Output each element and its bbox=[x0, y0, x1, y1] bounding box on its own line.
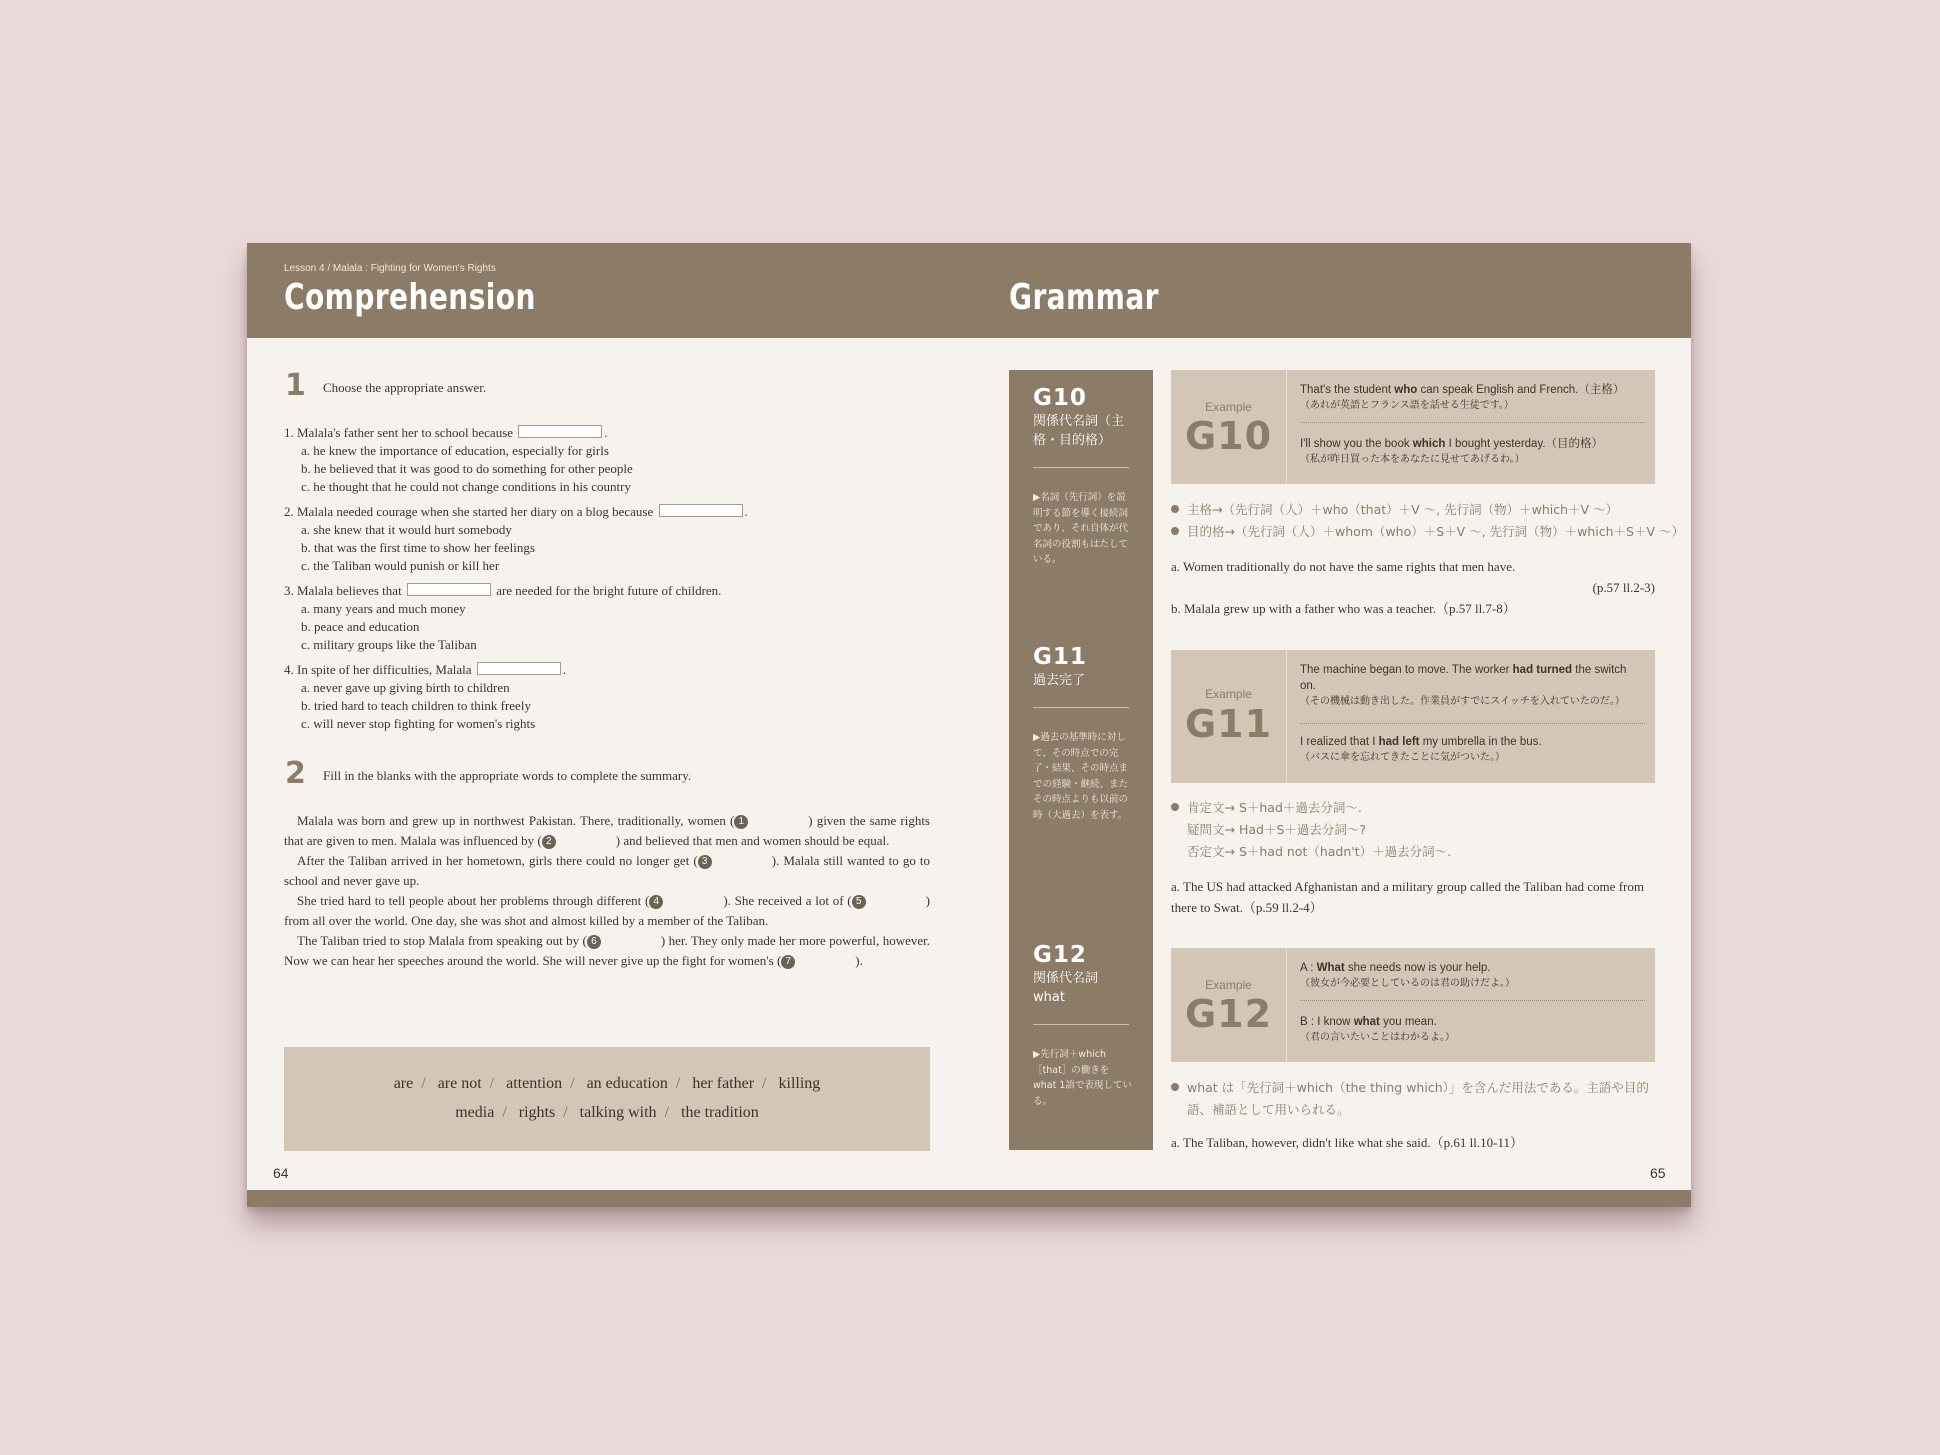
divider bbox=[1286, 370, 1287, 484]
grammar-rules-g12: what は「先行詞＋which（the thing which）」を含んだ用法である。主語や目的 語、補語として用いられる。 bbox=[1171, 1077, 1649, 1121]
option-a[interactable]: a. she knew that it would hurt somebody bbox=[301, 522, 512, 537]
textbook-spread bbox=[247, 243, 1691, 1207]
grammar-item-g10 bbox=[1033, 385, 1133, 568]
answer-blank[interactable] bbox=[407, 583, 491, 596]
example-sentence: That's the student who can speak English and French.（主格） （あれが英語とフランス語を話せる生徒です。） bbox=[1300, 384, 1625, 411]
blank-number: 7 bbox=[781, 955, 795, 969]
option-b[interactable]: b. peace and education bbox=[301, 619, 420, 634]
example-id: G12 bbox=[1184, 992, 1273, 1036]
option-c[interactable]: c. he thought that he could not change conditions in his country bbox=[301, 479, 631, 494]
page-number-left: 64 bbox=[273, 1165, 289, 1181]
option-a[interactable]: a. many years and much money bbox=[301, 601, 466, 616]
summary-paragraph: The Taliban tried to stop Malala from speaking out by ( 6 ) her. They only made her more powerful, however. Now we can hear her speeches around the world. She will never give up the fight for women's ( 7 ). bbox=[284, 933, 930, 968]
word-bank-item: media bbox=[455, 1104, 495, 1121]
option-b[interactable]: b. he believed that it was good to do something for other people bbox=[301, 461, 633, 476]
word-bank-item: talking with bbox=[579, 1104, 657, 1121]
option-a[interactable]: a. never gave up giving birth to children bbox=[301, 680, 510, 695]
example-box-g10 bbox=[1171, 370, 1655, 484]
word-bank-item: attention bbox=[506, 1075, 563, 1092]
section-2-number: 2 bbox=[285, 756, 306, 791]
example-box-g12 bbox=[1171, 948, 1655, 1062]
example-sentence: A : What she needs now is your help. （彼女が今必要としているのは君の助けだよ。） bbox=[1300, 962, 1515, 989]
grammar-id: G10 bbox=[1033, 385, 1087, 411]
blank-number: 3 bbox=[698, 855, 712, 869]
text-sentences-g11: a. The US had attacked Afghanistan and a military group called the Taliban had come from there to Swat.（p.59 ll.2-4） bbox=[1171, 879, 1644, 915]
example-id: G10 bbox=[1184, 414, 1273, 458]
grammar-description: ▶過去の基準時に対して、その時点での完了・結果、その時点までの経験・継続、またその時点よりも以前の時（大過去）を表す。 bbox=[1033, 732, 1129, 821]
word-bank-item: her father bbox=[692, 1075, 755, 1092]
grammar-item-g12 bbox=[1033, 942, 1133, 1109]
word-bank-item: killing bbox=[778, 1075, 821, 1092]
option-b[interactable]: b. tried hard to teach children to think freely bbox=[301, 698, 531, 713]
divider bbox=[1033, 467, 1129, 468]
breadcrumb: Lesson 4 / Malala : Fighting for Women's Rights bbox=[284, 263, 496, 274]
blank-number: 6 bbox=[587, 935, 601, 949]
grammar-description: ▶名詞（先行詞）を説明する節を導く接続詞であり、それ自体が代名詞の役割もはたしている。 bbox=[1033, 492, 1129, 565]
example-id: G11 bbox=[1184, 702, 1273, 746]
question-text: 2. Malala needed courage when she started her diary on a blog because bbox=[284, 504, 654, 519]
question-text-end: . bbox=[604, 425, 608, 440]
example-sentence: B : I know what you mean. （君の言いたいことはわかるよ。） bbox=[1300, 1016, 1455, 1043]
question-text-end: . bbox=[744, 504, 748, 519]
grammar-name: 過去完了 bbox=[1033, 673, 1086, 688]
summary-paragraph: She tried hard to tell people about her problems through different ( 4 ). She received a lot of ( 5 ) from all over the world. One day, she was shot and almost killed by a member of the Taliban. bbox=[284, 893, 930, 928]
section-1-instruction: Choose the appropriate answer. bbox=[323, 380, 487, 395]
divider bbox=[1033, 1024, 1129, 1025]
question-text: 3. Malala believes that bbox=[284, 583, 402, 598]
word-bank: are / are not / attention / an education / her father / killing media / rights / talking with / the tradition bbox=[284, 1047, 930, 1151]
divider bbox=[1300, 1000, 1645, 1001]
grammar-item-g11 bbox=[1033, 644, 1133, 823]
grammar-sidebar bbox=[1009, 370, 1153, 1150]
divider bbox=[1286, 650, 1287, 783]
blank-number: 4 bbox=[649, 895, 663, 909]
answer-blank[interactable] bbox=[518, 425, 602, 438]
word-bank-item: are not bbox=[437, 1075, 482, 1092]
text-sentences-g12: a. The Taliban, however, didn't like what she said.（p.61 ll.10-11） bbox=[1171, 1135, 1523, 1150]
divider bbox=[1033, 707, 1129, 708]
answer-blank[interactable] bbox=[477, 662, 561, 675]
blank-number: 5 bbox=[852, 895, 866, 909]
text-sentences-g10: a. Women traditionally do not have the same rights that men have. (p.57 ll.2-3) b. Malala grew up with a father who was a teacher.（p.57 ll.7-8） bbox=[1171, 559, 1655, 616]
example-label: Example bbox=[1205, 400, 1252, 414]
option-b[interactable]: b. that was the first time to show her feelings bbox=[301, 540, 535, 555]
grammar-id: G11 bbox=[1033, 644, 1087, 670]
divider bbox=[1300, 723, 1645, 724]
summary-text bbox=[284, 811, 930, 971]
comprehension-title: Comprehension bbox=[284, 277, 536, 318]
question-text: 1. Malala's father sent her to school because bbox=[284, 425, 514, 440]
book-bottom-edge bbox=[247, 1190, 1691, 1207]
summary-paragraph: After the Taliban arrived in her hometown, girls there could no longer get ( 3 ). Malala still wanted to go to school and never gave up. bbox=[284, 853, 931, 888]
example-sentence: The machine began to move. The worker had turned the switch on. （その機械は動き出した。作業員がすでにスイッチを入れていたのだ。） bbox=[1300, 664, 1627, 707]
option-c[interactable]: c. military groups like the Taliban bbox=[301, 637, 477, 652]
option-c[interactable]: c. will never stop fighting for women's rights bbox=[301, 716, 536, 731]
question-3 bbox=[284, 582, 721, 654]
word-bank-item: rights bbox=[518, 1104, 556, 1121]
page-header bbox=[247, 243, 1691, 338]
summary-paragraph: Malala was born and grew up in northwest Pakistan. There, traditionally, women ( 1 ) given the same rights that are given to men. Malala was influenced by ( 2 ) and believed that men and women should be equal. bbox=[284, 813, 930, 848]
grammar-title: Grammar bbox=[1009, 277, 1159, 318]
example-label: Example bbox=[1205, 978, 1252, 992]
question-text-end: are needed for the bright future of children. bbox=[496, 583, 722, 598]
section-1-number: 1 bbox=[285, 368, 306, 403]
word-bank-item: are bbox=[393, 1075, 414, 1092]
option-c[interactable]: c. the Taliban would punish or kill her bbox=[301, 558, 500, 573]
section-2-instruction: Fill in the blanks with the appropriate words to complete the summary. bbox=[323, 768, 692, 783]
divider bbox=[1286, 948, 1287, 1062]
word-bank-item: an education bbox=[586, 1075, 668, 1092]
question-1 bbox=[284, 424, 633, 496]
word-bank-item: the tradition bbox=[681, 1104, 759, 1121]
grammar-name: 関係代名詞（主格・目的格） bbox=[1033, 414, 1125, 448]
question-text: 4. In spite of her difficulties, Malala bbox=[284, 662, 472, 677]
answer-blank[interactable] bbox=[659, 504, 743, 517]
page-number-right: 65 bbox=[1650, 1165, 1666, 1181]
example-label: Example bbox=[1205, 687, 1252, 701]
grammar-rules-g11: 肯定文→ S＋had＋過去分詞〜. 疑問文→ Had＋S＋過去分詞〜? 否定文→ S＋had not（hadn't）＋過去分詞〜. bbox=[1171, 797, 1451, 863]
blank-number: 1 bbox=[734, 815, 748, 829]
example-box-g11 bbox=[1171, 650, 1655, 783]
question-2 bbox=[284, 503, 748, 575]
option-a[interactable]: a. he knew the importance of education, especially for girls bbox=[301, 443, 609, 458]
grammar-description: ▶先行詞＋which［that］の働きを what 1語で表現している。 bbox=[1033, 1049, 1132, 1107]
grammar-id: G12 bbox=[1033, 942, 1087, 968]
grammar-name: 関係代名詞 what bbox=[1033, 971, 1099, 1005]
grammar-rules-g10: 主格→（先行詞（人）＋who（that）＋V 〜, 先行詞（物）＋which＋V 〜） 目的格→（先行詞（人）＋whom（who）＋S＋V 〜, 先行詞（物）＋which＋S＋V 〜） bbox=[1171, 499, 1684, 543]
divider bbox=[1300, 422, 1645, 423]
blank-number: 2 bbox=[542, 835, 556, 849]
question-4 bbox=[284, 661, 566, 733]
question-text-end: . bbox=[562, 662, 566, 677]
example-sentence: I'll show you the book which I bought yesterday.（目的格） （私が昨日買った本をあなたに見せてあげるわ。） bbox=[1300, 438, 1604, 465]
example-sentence: I realized that I had left my umbrella in the bus. （バスに傘を忘れてきたことに気がついた。） bbox=[1300, 736, 1542, 763]
